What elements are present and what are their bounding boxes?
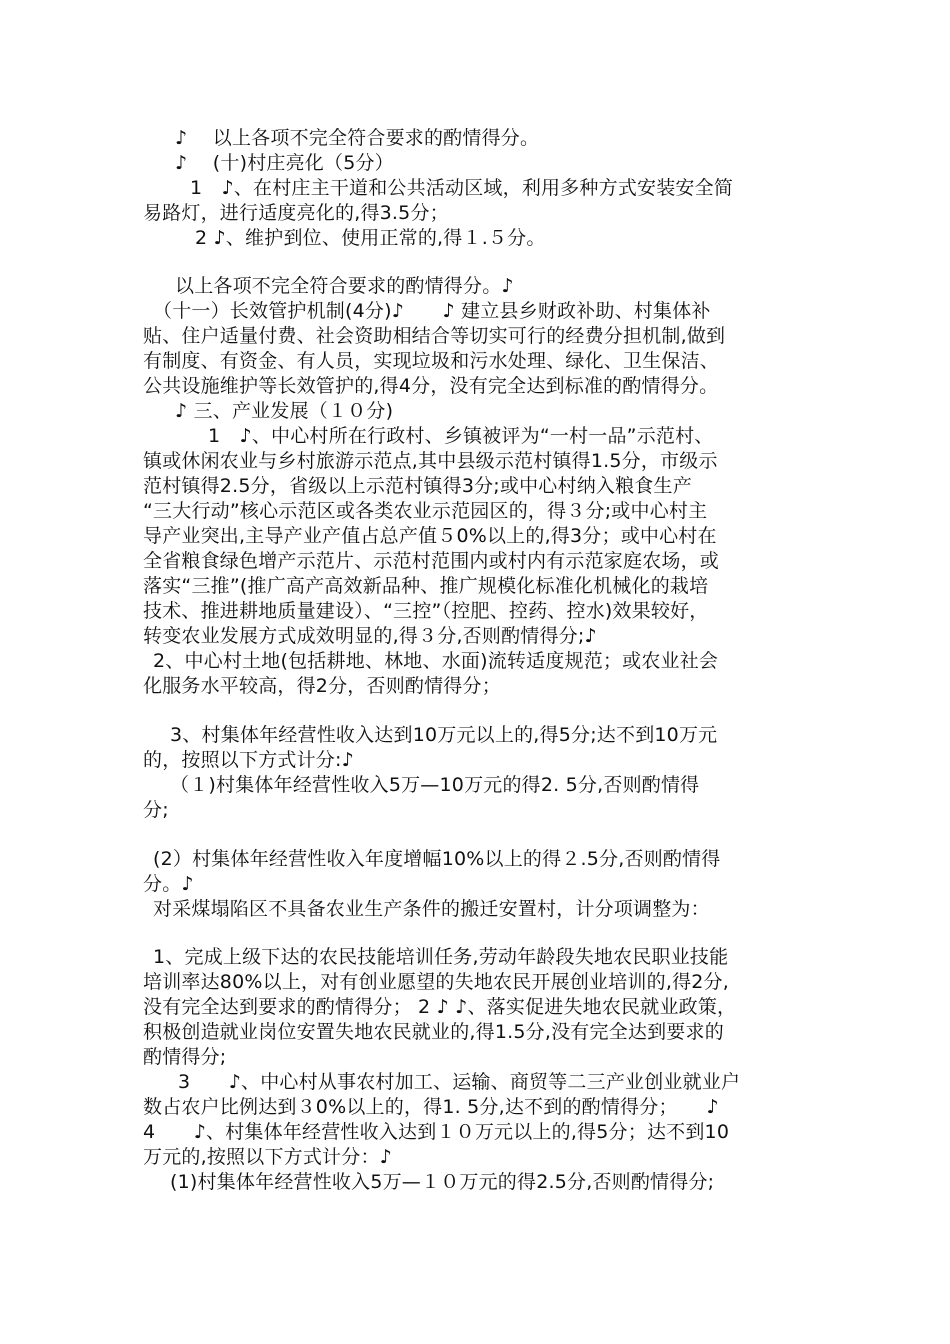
text-line: ♪ (十)村庄亮化（5分） [175,152,394,174]
text-line: 3 ♪、中心村从事农村加工、运输、商贸等二三产业创业就业户 [178,1071,741,1093]
text-line: 导产业突出,主导产业产值占总产值５0%以上的,得3分；或中心村在 [143,525,717,547]
text-line: 1 ♪、在村庄主干道和公共活动区域，利用多种方式安装安全简 [190,177,734,199]
text-line: 分; [143,799,169,821]
text-line: 技术、推进耕地质量建设）、“三控”（控肥、控药、控水)效果较好， [143,600,709,622]
text-line: 积极创造就业岗位安置失地农民就业的,得1.5分,没有完全达到要求的 [143,1021,724,1043]
text-line: 范村镇得2.5分，省级以上示范村镇得3分;或中心村纳入粮食生产 [143,475,692,497]
text-line: “三大行动”核心示范区或各类农业示范园区的，得３分;或中心村主 [143,500,708,522]
text-line: 2、中心村土地(包括耕地、林地、水面)流转适度规范；或农业社会 [153,650,719,672]
text-line: 贴、住户适量付费、社会资助相结合等切实可行的经费分担机制,做到 [143,325,726,347]
text-line: ♪ 三、产业发展（１０分) [175,400,394,422]
text-line: 2 ♪、维护到位、使用正常的,得１.５分。 [195,227,546,249]
text-line: ♪ 以上各项不完全符合要求的酌情得分。 [175,127,540,149]
text-line: 有制度、有资金、有人员，实现垃圾和污水处理、绿化、卫生保洁、 [143,350,720,372]
text-line: 1、完成上级下达的农民技能培训任务,劳动年龄段失地农民职业技能 [153,946,729,968]
text-line: 公共设施维护等长效管护的,得4分，没有完全达到标准的酌情得分。 [143,375,719,397]
text-line: 化服务水平较高，得2分，否则酌情得分； [143,675,501,697]
text-line: 以上各项不完全符合要求的酌情得分。♪ [175,275,514,297]
text-line: 易路灯，进行适度亮化的,得3.5分； [143,202,449,224]
text-line: 酌情得分; [143,1046,227,1068]
text-line: 4 ♪、村集体年经营性收入达到１０万元以上的,得5分；达不到10 [143,1121,730,1143]
text-line: 全省粮食绿色增产示范片、示范村范围内或村内有示范家庭农场，或 [143,550,720,572]
text-line: (1)村集体年经营性收入5万—１０万元的得2.5分,否则酌情得分; [170,1171,715,1193]
text-line: 万元的,按照以下方式计分：♪ [143,1146,392,1168]
text-line: （十一）长效管护机制(4分)♪ ♪ 建立县乡财政补助、村集体补 [153,300,711,322]
text-line: (2）村集体年经营性收入年度增幅10%以上的得２.5分,否则酌情得 [153,848,721,870]
text-line: 1 ♪、中心村所在行政村、乡镇被评为“一村一品”示范村、 [208,425,714,447]
text-line: 的，按照以下方式计分:♪ [143,749,354,771]
text-line: 分。♪ [143,873,194,895]
text-line: 数占农户比例达到３0%以上的，得1. 5分,达不到的酌情得分； ♪ [143,1096,719,1118]
text-line: 3、村集体年经营性收入达到10万元以上的,得5分;达不到10万元 [170,724,718,746]
text-line: 镇或休闲农业与乡村旅游示范点,其中县级示范村镇得1.5分，市级示 [143,450,718,472]
text-line: 落实“三推”(推广高产高效新品种、推广规模化标准化机械化的栽培 [143,575,709,597]
text-line: 没有完全达到要求的酌情得分； 2 ♪ ♪、落实促进失地农民就业政策， [143,996,737,1018]
text-line: （１)村集体年经营性收入5万—10万元的得2. 5分,否则酌情得 [170,774,700,796]
text-line: 培训率达80%以上，对有创业愿望的失地农民开展创业培训的,得2分, [143,971,729,993]
text-line: 对采煤塌陷区不具备农业生产条件的搬迁安置村，计分项调整为： [153,898,710,920]
text-line: 转变农业发展方式成效明显的,得３分,否则酌情得分;♪ [143,625,597,647]
